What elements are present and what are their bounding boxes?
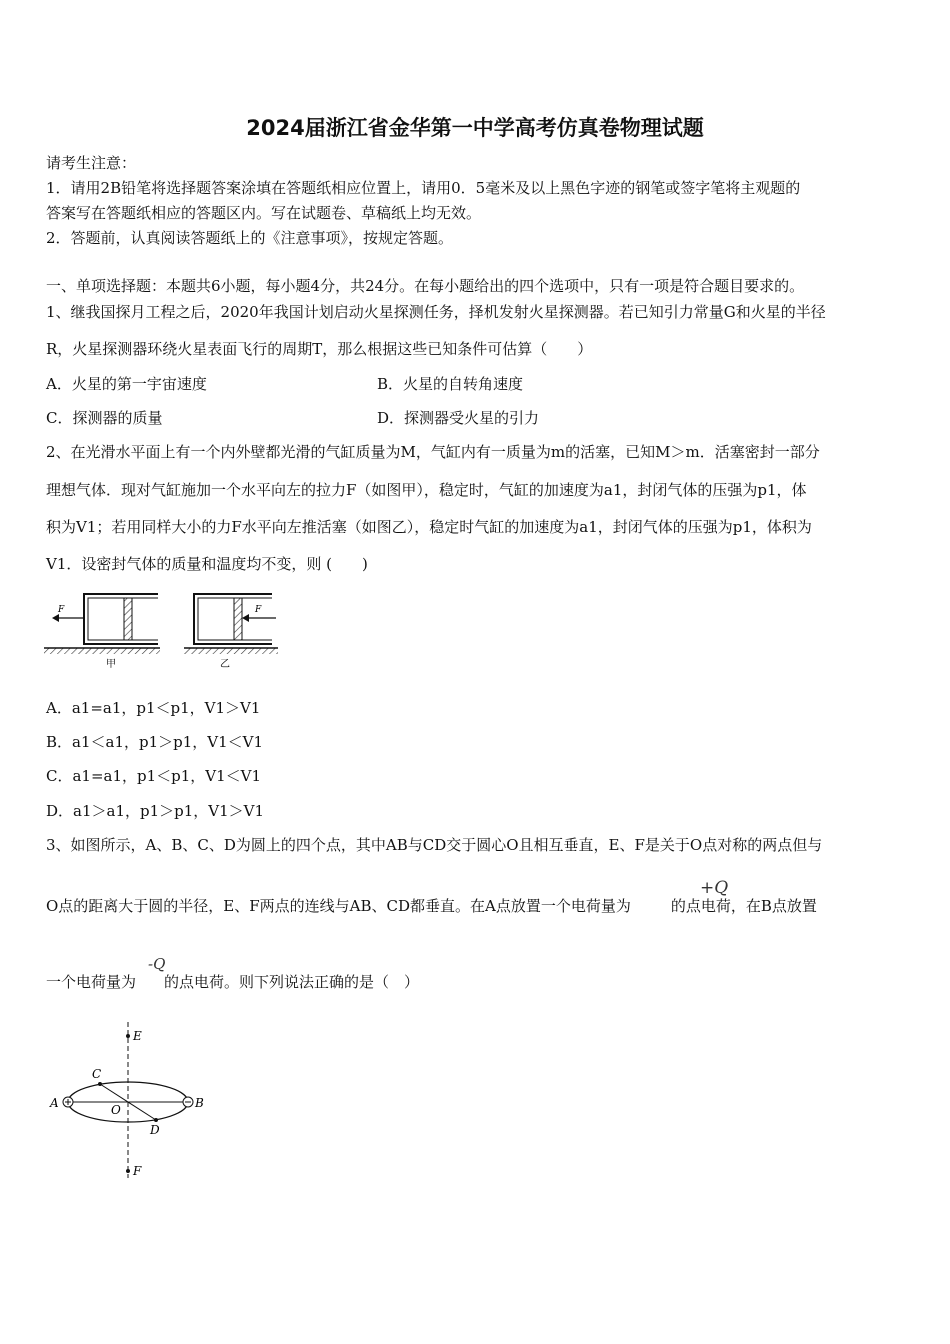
q2-stem-line-2: 理想气体．现对气缸施加一个水平向左的拉力F（如图甲），稳定时，气缸的加速度为a1，封闭气体的压强为p1，体 <box>46 481 807 499</box>
q3-stem-line-3b: 的点电荷。则下列说法正确的是（ ） <box>164 973 420 991</box>
q2-option-b: B．a1＜a1，p1＞p1，V1＜V1 <box>46 733 264 751</box>
plus-q-charge: +Q <box>700 878 729 898</box>
cylinder-left-diagram <box>44 594 160 654</box>
q3-stem-line-2b: 的点电荷，在B点放置 <box>670 897 817 915</box>
cylinder-figure <box>40 586 290 672</box>
q2-stem-line-3: 积为V1；若用同样大小的力F水平向左推活塞（如图乙），稳定时气缸的加速度为a1，封闭气体的压强为p1，体积为 <box>46 518 812 536</box>
point-a-label: A <box>50 1096 59 1110</box>
q1-option-a: A．火星的第一宇宙速度 <box>46 375 207 393</box>
force-label-right: F <box>255 605 262 615</box>
point-b-label: B <box>195 1096 204 1110</box>
point-o-label: O <box>111 1103 121 1117</box>
q1-option-d: D．探测器受火星的引力 <box>377 409 540 427</box>
q3-stem-line-1: 3、如图所示，A、B、C、D为圆上的四个点，其中AB与CD交于圆心O且相互垂直，E、F是关于O点对称的两点但与 <box>46 836 823 854</box>
q1-stem-line-2: R，火星探测器环绕火星表面飞行的周期T，那么根据这些已知条件可估算（ ） <box>46 340 593 358</box>
q2-stem-line-4: V1．设密封气体的质量和温度均不变，则 ( ) <box>46 555 368 573</box>
q2-option-c: C．a1=a1，p1＜p1，V1＜V1 <box>46 767 262 785</box>
notice-heading: 请考生注意： <box>46 154 137 172</box>
section-heading: 一、单项选择题：本题共6小题，每小题4分，共24分。在每小题给出的四个选项中，只有一项是符合题目要求的。 <box>46 277 805 295</box>
point-e-label: E <box>133 1029 142 1043</box>
notice-line-3: 2．答题前，认真阅读答题纸上的《注意事项》，按规定答题。 <box>46 229 454 247</box>
point-f-label: F <box>133 1164 142 1178</box>
figure-label-jia: 甲 <box>106 659 116 670</box>
q2-stem-line-1: 2、在光滑水平面上有一个内外壁都光滑的气缸质量为M，气缸内有一质量为m的活塞，已知M＞m．活塞密封一部分 <box>46 443 820 461</box>
q3-stem-line-2 <box>46 895 817 916</box>
minus-q-charge: -Q <box>148 955 166 973</box>
q1-option-c: C．探测器的质量 <box>46 409 163 427</box>
q3-stem-line-3a: 一个电荷量为 <box>46 973 137 991</box>
circle-charge-figure <box>44 1018 224 1188</box>
cylinder-right-diagram <box>184 594 278 654</box>
point-d-label: D <box>150 1123 160 1137</box>
q1-stem-line-1: 1、继我国探月工程之后，2020年我国计划启动火星探测任务，择机发射火星探测器。若已知引力常量G和火星的半径 <box>46 303 826 321</box>
point-c-label: C <box>92 1067 102 1081</box>
notice-line-1: 1．请用2B铅笔将选择题答案涂填在答题纸相应位置上，请用0．5毫米及以上黑色字迹的钢笔或签字笔将主观题的 <box>46 179 801 197</box>
q3-stem-line-2a: O点的距离大于圆的半径，E、F两点的连线与AB、CD都垂直。在A点放置一个电荷量为 <box>46 897 631 915</box>
q2-option-d: D．a1＞a1，p1＞p1，V1＞V1 <box>46 802 265 820</box>
q2-option-a: A．a1=a1，p1＜p1，V1＞V1 <box>46 699 261 717</box>
figure-label-yi: 乙 <box>220 659 230 670</box>
page-title: 2024届浙江省金华第一中学高考仿真卷物理试题 <box>246 116 704 140</box>
force-label-left: F <box>58 605 65 615</box>
q1-option-b: B．火星的自转角速度 <box>377 375 524 393</box>
q3-stem-line-3 <box>46 971 419 992</box>
notice-line-2: 答案写在答题纸相应的答题区内。写在试题卷、草稿纸上均无效。 <box>46 204 482 222</box>
